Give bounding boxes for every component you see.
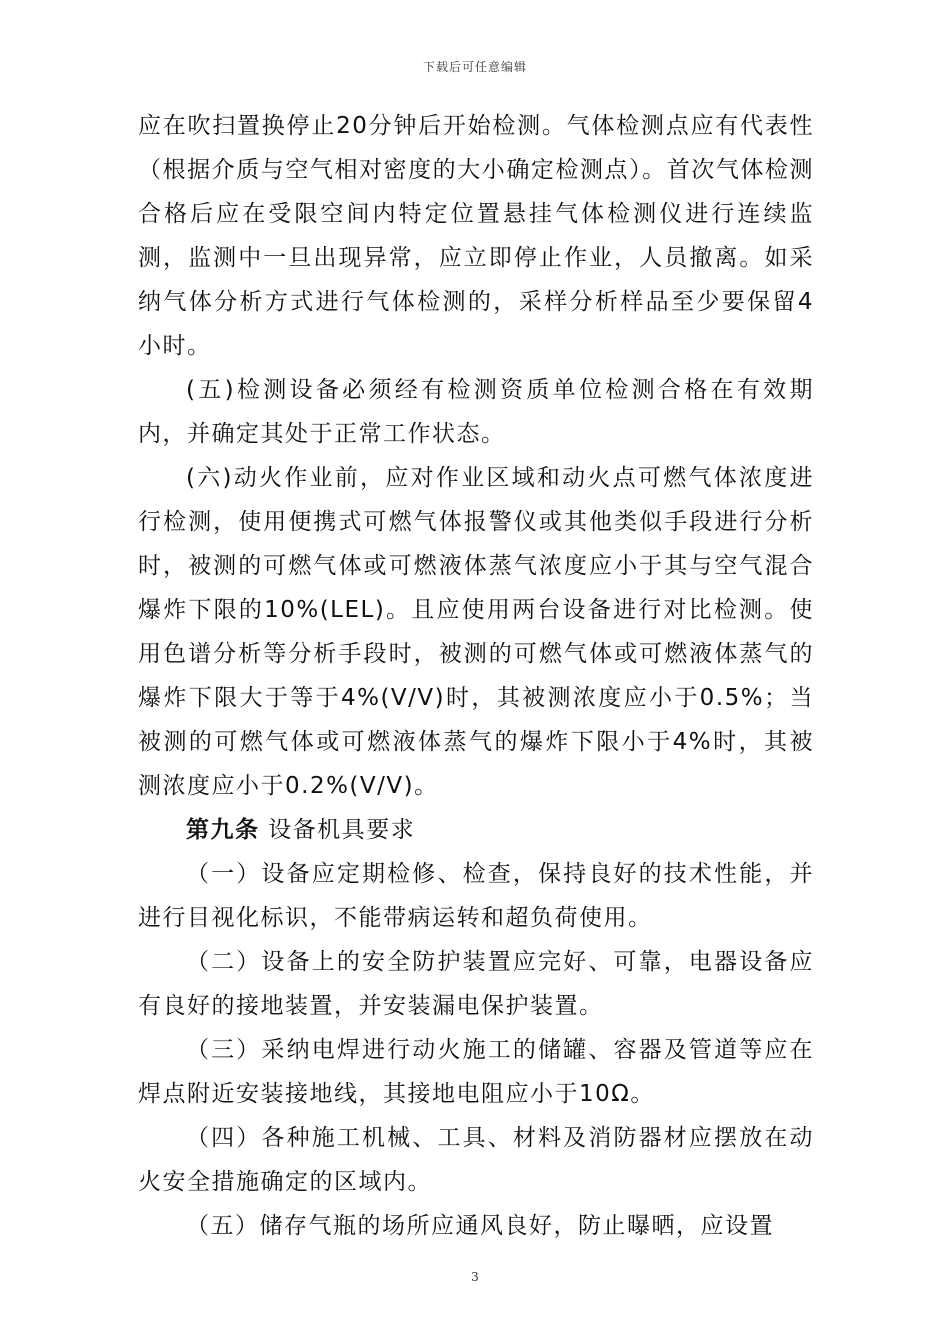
article-title: 设备机具要求 bbox=[259, 817, 416, 843]
paragraph: 应在吹扫置换停止20分钟后开始检测。气体检测点应有代表性（根据介质与空气相对密度的大小确定检测点）。首次气体检测合格后应在受限空间内特定位置悬挂气体检测仪进行连续监测，监测中一旦出现异常，应立即停止作业，人员撤离。如采纳气体分析方式进行气体检测的，采样分析样品至少要保留4小时。 bbox=[138, 113, 814, 359]
page-header: 下载后可任意编辑 bbox=[422, 60, 527, 74]
document-body bbox=[138, 104, 814, 1248]
paragraph: (六)动火作业前，应对作业区域和动火点可燃气体浓度进行检测，使用便携式可燃气体报警仪或其他类似手段进行分析时，被测的可燃气体或可燃液体蒸气浓度应小于其与空气混合爆炸下限的10%(LEL)。且应使用两台设备进行对比检测。使用色谱分析等分析手段时，被测的可燃气体或可燃液体蒸气的爆炸下限大于等于4%(V/V)时，其被测浓度应小于0.5%；当被测的可燃气体或可燃液体蒸气的爆炸下限小于4%时，其被测浓度应小于0.2%(V/V)。 bbox=[138, 465, 814, 799]
paragraph: （五）储存气瓶的场所应通风良好，防止曝晒，应设置 bbox=[186, 1213, 774, 1239]
article-heading bbox=[138, 808, 814, 852]
paragraph: （一）设备应定期检修、检查，保持良好的技术性能，并进行目视化标识，不能带病运转和超负荷使用。 bbox=[138, 861, 814, 931]
paragraph: （四）各种施工机械、工具、材料及消防器材应摆放在动火安全措施确定的区域内。 bbox=[138, 1125, 814, 1195]
page-number: 3 bbox=[471, 1270, 479, 1284]
article-number: 第九条 bbox=[186, 817, 260, 843]
paragraph: (五)检测设备必须经有检测资质单位检测合格在有效期内，并确定其处于正常工作状态。 bbox=[138, 377, 814, 447]
paragraph: （三）采纳电焊进行动火施工的储罐、容器及管道等应在焊点附近安装接地线，其接地电阻应小于10Ω。 bbox=[138, 1037, 814, 1107]
paragraph: （二）设备上的安全防护装置应完好、可靠，电器设备应有良好的接地装置，并安装漏电保护装置。 bbox=[138, 949, 814, 1019]
